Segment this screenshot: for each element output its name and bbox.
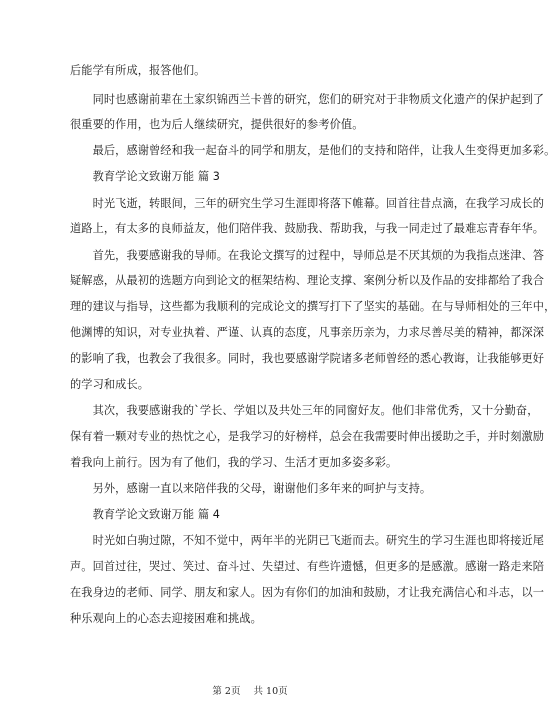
text-line: 很重要的作用，也为后人继续研究，提供很好的参考价值。 — [70, 118, 364, 131]
text-line: 首先，我要感谢我的导师。在我论文撰写的过程中，导师总是不厌其烦的为我指点迷津、答 — [70, 249, 545, 262]
text-line: 同时也感谢前辈在土家织锦西兰卡普的研究，您们的研究对于非物质文化遗产的保护起到了 — [70, 93, 545, 106]
text-line: 后能学有所成，报答他们。 — [70, 64, 206, 77]
section-heading: 教育学论文致谢万能 篇 3 — [70, 170, 220, 183]
text-line: 保有着一颗对专业的热忱之心，是我学习的好榜样，总会在我需要时伸出援助之手，并时刻激励 — [70, 430, 545, 443]
text-line: 道路上，有太多的良师益友，他们陪伴我、鼓励我、帮助我，与我一同走过了最难忘青春年华。 — [70, 222, 545, 235]
text-line: 理的建议与指导，这些都为我顺利的完成论文的撰写打下了坚实的基础。在与导师相处的三年中， — [70, 300, 555, 313]
text-line: 时光如白驹过隙，不知不觉中，两年半的光阴已飞逝而去。研究生的学习生涯也即将接近尾 — [70, 534, 545, 547]
text-line: 声。回首过往，哭过、笑过、奋斗过、失望过、有些许遗憾，但更多的是感激。感谢一路走来陪 — [70, 560, 545, 573]
section-heading: 教育学论文致谢万能 篇 4 — [70, 508, 220, 521]
total-pages: 共 10页 — [253, 686, 288, 697]
text-line: 的影响了我，也教会了我很多。同时，我也要感谢学院诸多老师曾经的悉心教诲，让我能够更好 — [70, 352, 545, 365]
page-number: 第 2页 — [212, 686, 241, 697]
text-line: 另外，感谢一直以来陪伴我的父母，谢谢他们多年来的呵护与支持。 — [70, 482, 432, 495]
text-line: 着我向上前行。因为有了他们，我的学习、生活才更加多姿多彩。 — [70, 456, 398, 469]
text-line: 最后，感谢曾经和我一起奋斗的同学和朋友，是他们的支持和陪伴，让我人生变得更加多彩。 — [70, 144, 555, 157]
text-line: 其次，我要感谢我的`学长、学姐以及共处三年的同窗好友。他们非常优秀，又十分勤奋， — [70, 404, 539, 417]
text-line: 在我身边的老师、同学、朋友和家人。因为有你们的加油和鼓励，才让我充满信心和斗志，以一 — [70, 586, 545, 599]
text-line: 种乐观向上的心态去迎接困难和挑战。 — [70, 612, 262, 625]
text-line: 疑解惑，从最初的选题方向到论文的框架结构、理论支撑、案例分析以及作品的安排都给了我合 — [70, 274, 545, 287]
text-line: 他渊博的知识，对专业执着、严谨、认真的态度，凡事亲历亲为，力求尽善尽美的精神，都深深 — [70, 326, 545, 339]
page-footer — [0, 683, 500, 697]
text-line: 的学习和成长。 — [70, 378, 150, 391]
text-line: 时光飞逝，转眼间，三年的研究生学习生涯即将落下帷幕。回首往昔点滴，在我学习成长的 — [70, 197, 545, 210]
